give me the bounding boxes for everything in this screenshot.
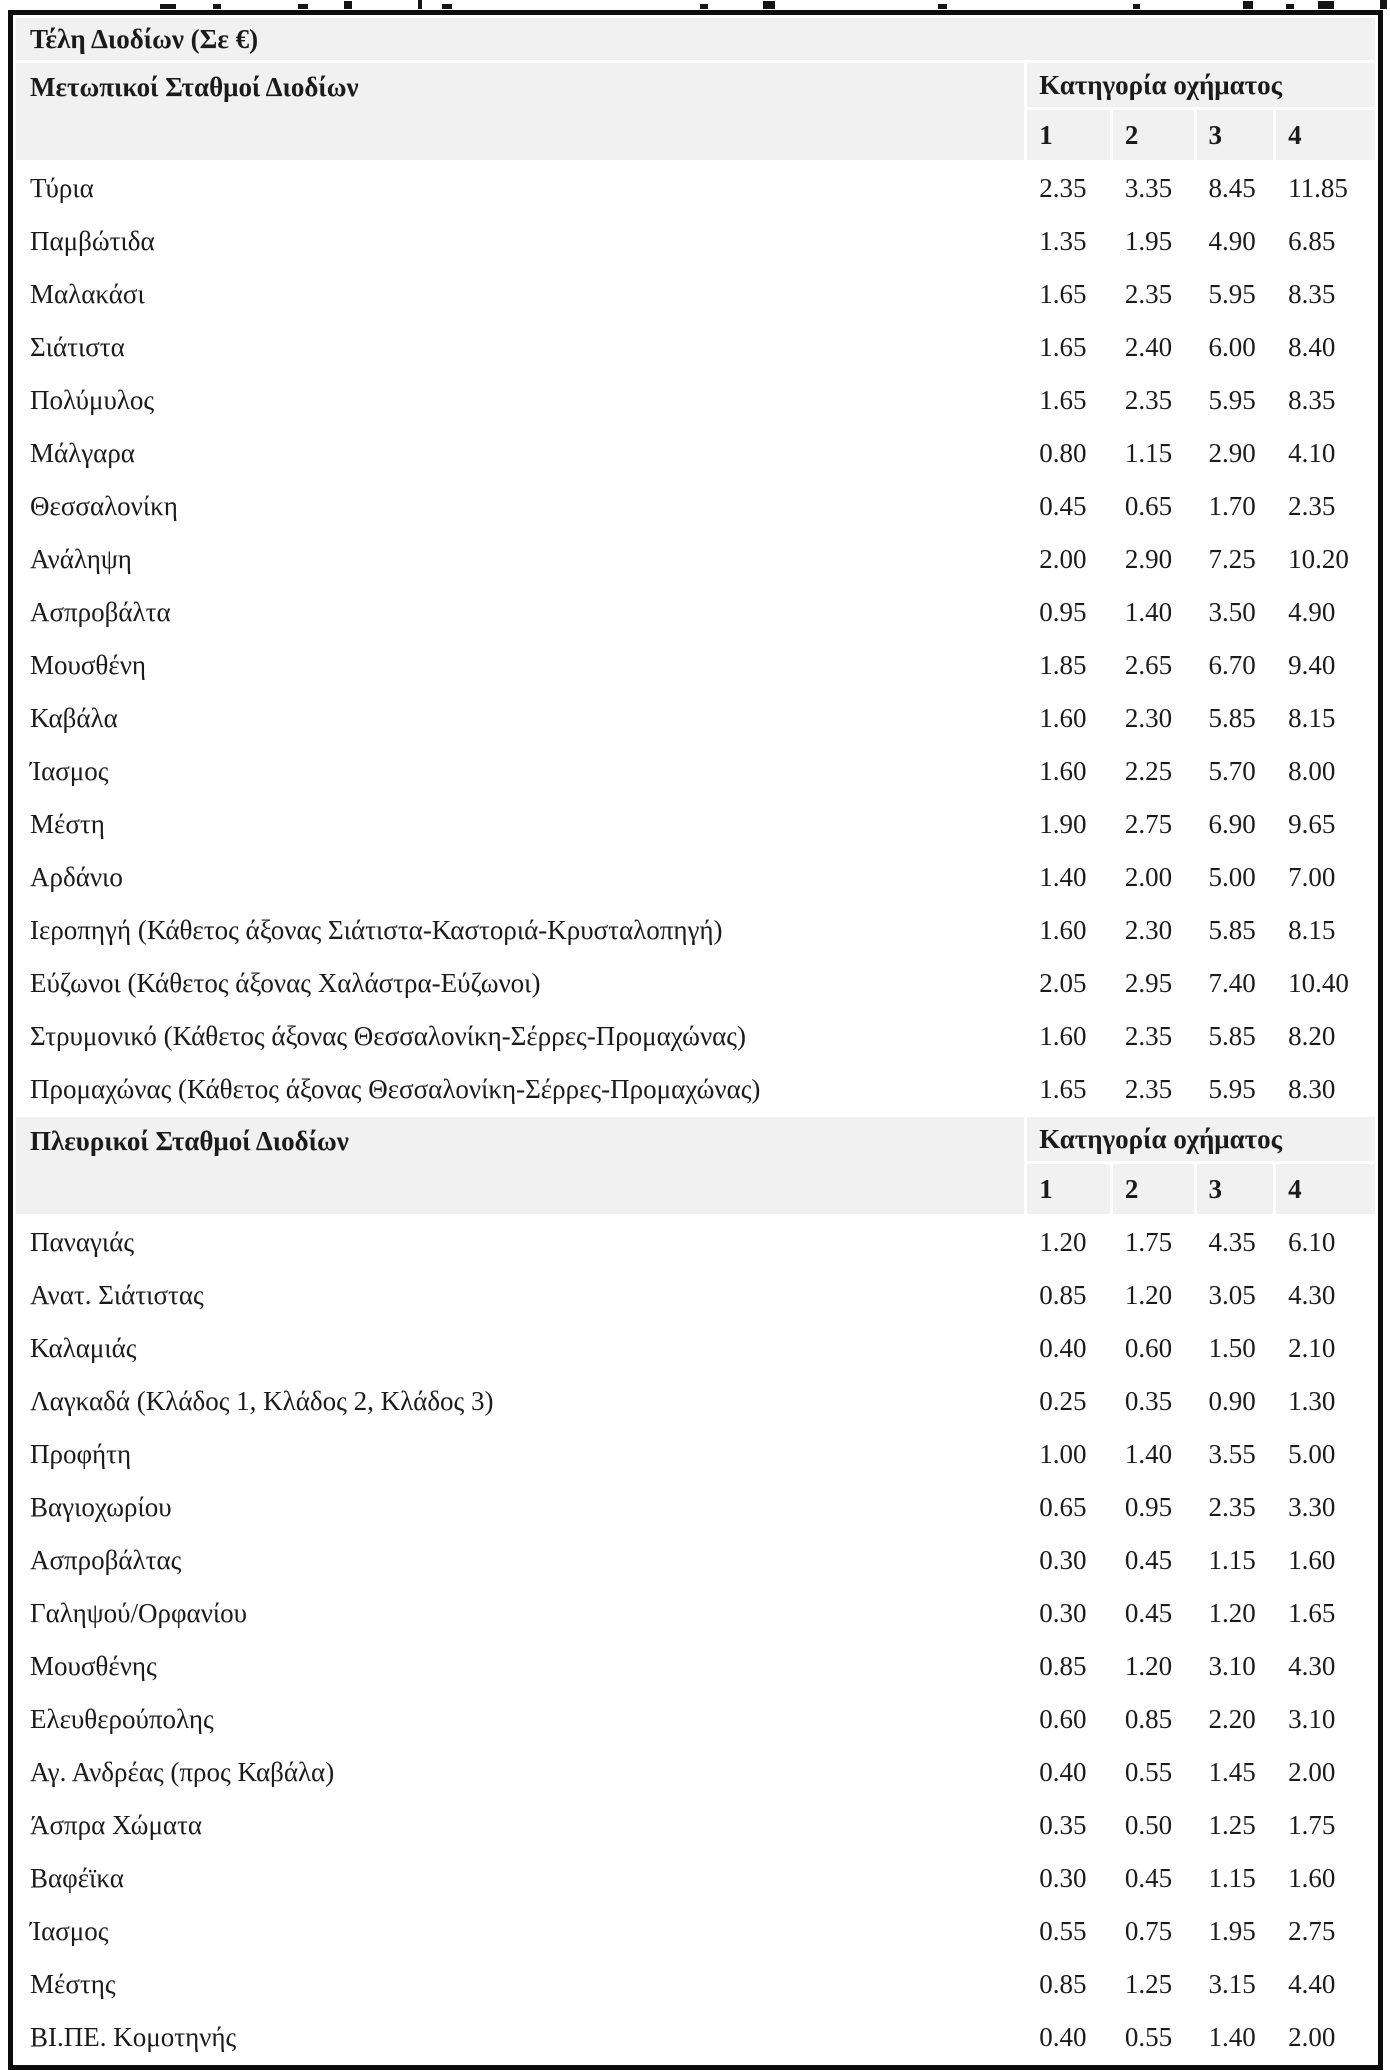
- table-row: [16, 640, 1375, 690]
- table-row: [16, 1429, 1375, 1479]
- toll-value: 1.45: [1197, 1747, 1274, 1797]
- toll-value: 8.15: [1276, 905, 1375, 955]
- toll-value: 6.90: [1197, 799, 1274, 849]
- toll-value: 2.35: [1197, 1482, 1274, 1532]
- table-row: [16, 1535, 1375, 1585]
- toll-value: 2.35: [1027, 163, 1110, 213]
- toll-value: 5.00: [1276, 1429, 1375, 1479]
- toll-value: 2.90: [1197, 428, 1274, 478]
- table-row: [16, 587, 1375, 637]
- toll-value: 0.55: [1027, 1906, 1110, 1956]
- toll-value: 1.40: [1197, 2012, 1274, 2062]
- toll-value: 1.50: [1197, 1323, 1274, 1373]
- toll-value: 9.40: [1276, 640, 1375, 690]
- toll-value: 5.95: [1197, 375, 1274, 425]
- station-name: Τύρια: [16, 163, 1024, 213]
- toll-value: 1.65: [1276, 1588, 1375, 1638]
- toll-value: 2.35: [1113, 1064, 1194, 1114]
- table-row: [16, 216, 1375, 266]
- toll-value: 3.15: [1197, 1959, 1274, 2009]
- toll-value: 5.70: [1197, 746, 1274, 796]
- toll-value: 5.85: [1197, 905, 1274, 955]
- table-row: [16, 1800, 1375, 1850]
- station-name: Μέστης: [16, 1959, 1024, 2009]
- toll-value: 2.35: [1113, 269, 1194, 319]
- toll-value: 1.60: [1027, 1011, 1110, 1061]
- toll-value: 0.85: [1027, 1959, 1110, 2009]
- table-title: Τέλη Διοδίων (Σε €): [16, 18, 1375, 60]
- station-name: Ασπροβάλτας: [16, 1535, 1024, 1585]
- toll-value: 3.10: [1276, 1694, 1375, 1744]
- toll-value: 5.95: [1197, 1064, 1274, 1114]
- toll-value: 5.95: [1197, 269, 1274, 319]
- toll-value: 2.00: [1113, 852, 1194, 902]
- toll-value: 1.65: [1027, 269, 1110, 319]
- toll-value: 6.85: [1276, 216, 1375, 266]
- toll-value: 3.35: [1113, 163, 1194, 213]
- toll-value: 1.35: [1027, 216, 1110, 266]
- toll-value: 1.75: [1113, 1217, 1194, 1267]
- toll-value: 2.40: [1113, 322, 1194, 372]
- toll-value: 3.50: [1197, 587, 1274, 637]
- station-name: Βαγιοχωρίου: [16, 1482, 1024, 1532]
- toll-value: 3.55: [1197, 1429, 1274, 1479]
- toll-value: 2.35: [1113, 1011, 1194, 1061]
- station-name: Ελευθερούπολης: [16, 1694, 1024, 1744]
- toll-value: 0.40: [1027, 1323, 1110, 1373]
- table-row: [16, 1270, 1375, 1320]
- station-name: Παμβώτιδα: [16, 216, 1024, 266]
- toll-value: 7.00: [1276, 852, 1375, 902]
- toll-value: 4.90: [1276, 587, 1375, 637]
- category-header: Κατηγορία οχήματος: [1027, 63, 1375, 107]
- table-row: [16, 2012, 1375, 2062]
- toll-value: 1.40: [1027, 852, 1110, 902]
- table-row: [16, 1064, 1375, 1114]
- station-name: Εύζωνοι (Κάθετος άξονας Χαλάστρα-Εύζωνοι): [16, 958, 1024, 1008]
- toll-value: 9.65: [1276, 799, 1375, 849]
- toll-value: 1.40: [1113, 587, 1194, 637]
- toll-value: 1.15: [1197, 1853, 1274, 1903]
- station-name: Άσπρα Χώματα: [16, 1800, 1024, 1850]
- table-row: [16, 428, 1375, 478]
- table-row: [16, 163, 1375, 213]
- station-name: Μουσθένη: [16, 640, 1024, 690]
- table-row: [16, 746, 1375, 796]
- cut-off-text-remnant: [0, 0, 1390, 10]
- toll-value: 1.60: [1027, 905, 1110, 955]
- toll-value: 1.90: [1027, 799, 1110, 849]
- toll-value: 2.35: [1276, 481, 1375, 531]
- toll-value: 1.15: [1113, 428, 1194, 478]
- station-name: Προφήτη: [16, 1429, 1024, 1479]
- toll-value: 1.25: [1113, 1959, 1194, 2009]
- toll-value: 3.30: [1276, 1482, 1375, 1532]
- category-col-2: 2: [1113, 110, 1194, 160]
- station-name: Καλαμιάς: [16, 1323, 1024, 1373]
- toll-value: 3.10: [1197, 1641, 1274, 1691]
- toll-value: 4.90: [1197, 216, 1274, 266]
- toll-value: 2.30: [1113, 905, 1194, 955]
- table-row: [16, 375, 1375, 425]
- toll-value: 0.95: [1113, 1482, 1194, 1532]
- toll-value: 6.10: [1276, 1217, 1375, 1267]
- toll-value: 0.95: [1027, 587, 1110, 637]
- table-row: [16, 1482, 1375, 1532]
- toll-value: 0.90: [1197, 1376, 1274, 1426]
- toll-value: 4.30: [1276, 1270, 1375, 1320]
- toll-value: 1.65: [1027, 1064, 1110, 1114]
- toll-value: 2.30: [1113, 693, 1194, 743]
- toll-value: 5.85: [1197, 1011, 1274, 1061]
- table-row: [16, 1694, 1375, 1744]
- table-row: [16, 1853, 1375, 1903]
- toll-value: 0.45: [1113, 1853, 1194, 1903]
- toll-value: 0.85: [1027, 1641, 1110, 1691]
- section-header-row: [16, 63, 1375, 107]
- toll-value: 4.10: [1276, 428, 1375, 478]
- toll-value: 1.20: [1027, 1217, 1110, 1267]
- table-row: [16, 799, 1375, 849]
- station-name: Θεσσαλονίκη: [16, 481, 1024, 531]
- station-name: Ιεροπηγή (Κάθετος άξονας Σιάτιστα-Καστοριά-Κρυσταλοπηγή): [16, 905, 1024, 955]
- category-col-4: 4: [1276, 110, 1375, 160]
- toll-value: 0.25: [1027, 1376, 1110, 1426]
- toll-value: 2.10: [1276, 1323, 1375, 1373]
- toll-value: 0.35: [1027, 1800, 1110, 1850]
- section-header-row: [16, 1117, 1375, 1161]
- station-name: Ίασμος: [16, 1906, 1024, 1956]
- station-name: Πολύμυλος: [16, 375, 1024, 425]
- toll-value: 6.70: [1197, 640, 1274, 690]
- station-name: Ανάληψη: [16, 534, 1024, 584]
- toll-value: 0.30: [1027, 1853, 1110, 1903]
- toll-value: 1.60: [1276, 1853, 1375, 1903]
- toll-value: 3.05: [1197, 1270, 1274, 1320]
- toll-value: 0.80: [1027, 428, 1110, 478]
- table-row: [16, 693, 1375, 743]
- toll-value: 6.00: [1197, 322, 1274, 372]
- category-header: Κατηγορία οχήματος: [1027, 1117, 1375, 1161]
- table-row: [16, 852, 1375, 902]
- station-name: Μουσθένης: [16, 1641, 1024, 1691]
- station-name: Παναγιάς: [16, 1217, 1024, 1267]
- toll-value: 2.75: [1113, 799, 1194, 849]
- table-row: [16, 1323, 1375, 1373]
- toll-value: 2.75: [1276, 1906, 1375, 1956]
- toll-value: 8.15: [1276, 693, 1375, 743]
- station-name: Στρυμονικό (Κάθετος άξονας Θεσσαλονίκη-Σέρρες-Προμαχώνας): [16, 1011, 1024, 1061]
- toll-value: 0.50: [1113, 1800, 1194, 1850]
- station-name: Ίασμος: [16, 746, 1024, 796]
- category-col-1: 1: [1027, 110, 1110, 160]
- toll-value: 2.95: [1113, 958, 1194, 1008]
- toll-value: 2.00: [1276, 2012, 1375, 2062]
- table-row: [16, 1641, 1375, 1691]
- toll-fees-table: [13, 15, 1378, 2065]
- toll-value: 0.65: [1027, 1482, 1110, 1532]
- toll-value: 1.60: [1276, 1535, 1375, 1585]
- table-row: [16, 322, 1375, 372]
- toll-value: 8.40: [1276, 322, 1375, 372]
- table-row: [16, 905, 1375, 955]
- toll-value: 0.85: [1113, 1694, 1194, 1744]
- toll-value: 2.65: [1113, 640, 1194, 690]
- toll-value: 1.65: [1027, 375, 1110, 425]
- category-col-4: 4: [1276, 1164, 1375, 1214]
- toll-value: 2.00: [1027, 534, 1110, 584]
- toll-value: 11.85: [1276, 163, 1375, 213]
- table-row: [16, 1376, 1375, 1426]
- station-name: Ασπροβάλτα: [16, 587, 1024, 637]
- toll-value: 5.85: [1197, 693, 1274, 743]
- toll-value: 1.30: [1276, 1376, 1375, 1426]
- toll-value: 1.65: [1027, 322, 1110, 372]
- toll-value: 1.60: [1027, 746, 1110, 796]
- toll-value: 8.30: [1276, 1064, 1375, 1114]
- toll-value: 1.00: [1027, 1429, 1110, 1479]
- toll-value: 10.40: [1276, 958, 1375, 1008]
- toll-value: 2.25: [1113, 746, 1194, 796]
- toll-value: 2.20: [1197, 1694, 1274, 1744]
- toll-value: 0.60: [1027, 1694, 1110, 1744]
- station-name: ΒΙ.ΠΕ. Κομοτηνής: [16, 2012, 1024, 2062]
- toll-value: 5.00: [1197, 852, 1274, 902]
- toll-value: 0.30: [1027, 1588, 1110, 1638]
- station-name: Αγ. Ανδρέας (προς Καβάλα): [16, 1747, 1024, 1797]
- table-row: [16, 1011, 1375, 1061]
- toll-value: 2.05: [1027, 958, 1110, 1008]
- toll-value: 4.35: [1197, 1217, 1274, 1267]
- station-name: Λαγκαδά (Κλάδος 1, Κλάδος 2, Κλάδος 3): [16, 1376, 1024, 1426]
- toll-value: 0.40: [1027, 2012, 1110, 2062]
- toll-value: 8.35: [1276, 375, 1375, 425]
- toll-value: 1.20: [1113, 1270, 1194, 1320]
- station-name: Καβάλα: [16, 693, 1024, 743]
- toll-value: 1.25: [1197, 1800, 1274, 1850]
- station-name: Ανατ. Σιάτιστας: [16, 1270, 1024, 1320]
- station-name: Προμαχώνας (Κάθετος άξονας Θεσσαλονίκη-Σέρρες-Προμαχώνας): [16, 1064, 1024, 1114]
- toll-value: 10.20: [1276, 534, 1375, 584]
- toll-value: 4.30: [1276, 1641, 1375, 1691]
- toll-value: 0.30: [1027, 1535, 1110, 1585]
- toll-value: 1.95: [1113, 216, 1194, 266]
- table-row: [16, 1959, 1375, 2009]
- table-row: [16, 269, 1375, 319]
- table-row: [16, 1906, 1375, 1956]
- toll-value: 1.60: [1027, 693, 1110, 743]
- category-col-1: 1: [1027, 1164, 1110, 1214]
- toll-value: 8.35: [1276, 269, 1375, 319]
- category-col-2: 2: [1113, 1164, 1194, 1214]
- table-row: [16, 1217, 1375, 1267]
- toll-value: 1.70: [1197, 481, 1274, 531]
- toll-value: 0.55: [1113, 1747, 1194, 1797]
- table-row: [16, 1588, 1375, 1638]
- section-name-lateral: Πλευρικοί Σταθμοί Διοδίων: [16, 1117, 1024, 1214]
- toll-value: 1.95: [1197, 1906, 1274, 1956]
- table-row: [16, 958, 1375, 1008]
- toll-value: 0.65: [1113, 481, 1194, 531]
- toll-value: 1.20: [1197, 1588, 1274, 1638]
- toll-value: 2.35: [1113, 375, 1194, 425]
- station-name: Μαλακάσι: [16, 269, 1024, 319]
- toll-value: 1.15: [1197, 1535, 1274, 1585]
- station-name: Μάλγαρα: [16, 428, 1024, 478]
- station-name: Γαληψού/Ορφανίου: [16, 1588, 1024, 1638]
- toll-value: 2.00: [1276, 1747, 1375, 1797]
- toll-value: 0.40: [1027, 1747, 1110, 1797]
- toll-value: 0.45: [1027, 481, 1110, 531]
- table-title-row: [16, 18, 1375, 60]
- toll-value: 8.45: [1197, 163, 1274, 213]
- toll-table-frame: [8, 10, 1383, 2070]
- toll-value: 0.75: [1113, 1906, 1194, 1956]
- toll-value: 0.45: [1113, 1588, 1194, 1638]
- table-row: [16, 481, 1375, 531]
- toll-value: 7.40: [1197, 958, 1274, 1008]
- toll-value: 0.60: [1113, 1323, 1194, 1373]
- toll-value: 1.85: [1027, 640, 1110, 690]
- toll-value: 2.90: [1113, 534, 1194, 584]
- table-row: [16, 1747, 1375, 1797]
- toll-value: 1.75: [1276, 1800, 1375, 1850]
- toll-value: 7.25: [1197, 534, 1274, 584]
- toll-value: 1.40: [1113, 1429, 1194, 1479]
- station-name: Αρδάνιο: [16, 852, 1024, 902]
- table-row: [16, 534, 1375, 584]
- category-col-3: 3: [1197, 1164, 1274, 1214]
- toll-value: 0.45: [1113, 1535, 1194, 1585]
- toll-value: 1.20: [1113, 1641, 1194, 1691]
- toll-value: 0.85: [1027, 1270, 1110, 1320]
- station-name: Μέστη: [16, 799, 1024, 849]
- toll-value: 8.00: [1276, 746, 1375, 796]
- station-name: Σιάτιστα: [16, 322, 1024, 372]
- toll-value: 0.35: [1113, 1376, 1194, 1426]
- category-col-3: 3: [1197, 110, 1274, 160]
- section-name-frontal: Μετωπικοί Σταθμοί Διοδίων: [16, 63, 1024, 160]
- toll-value: 0.55: [1113, 2012, 1194, 2062]
- toll-value: 8.20: [1276, 1011, 1375, 1061]
- toll-value: 4.40: [1276, 1959, 1375, 2009]
- station-name: Βαφέϊκα: [16, 1853, 1024, 1903]
